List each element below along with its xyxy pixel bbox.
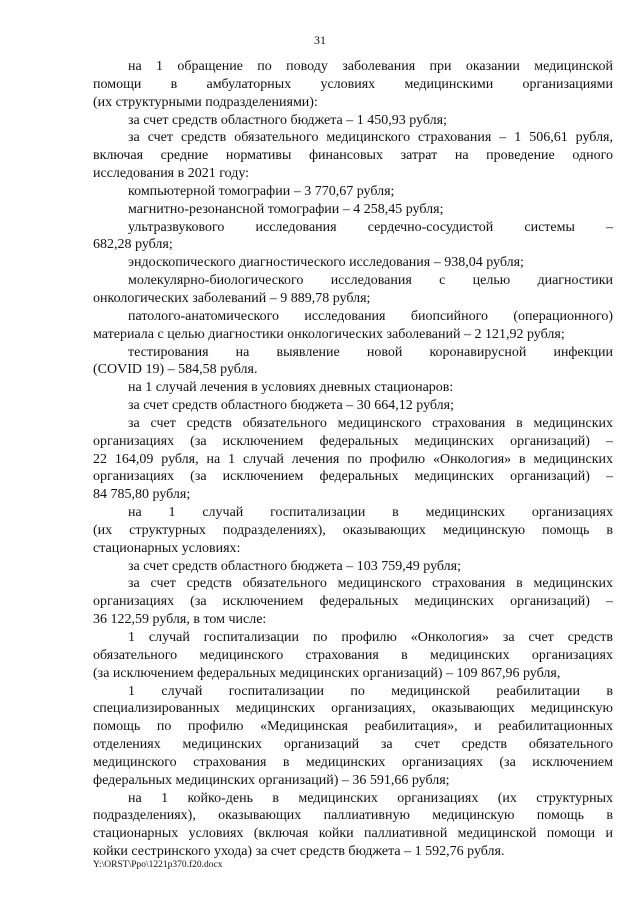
text-line: молекулярно-биологического исследования с целью диагностики <box>128 273 613 289</box>
text-line: 22 164,09 рубля, на 1 случай лечения по профилю «Онкология» в медицинских <box>93 451 613 467</box>
text-line: онкологических заболеваний – 9 889,78 рубля; <box>93 290 371 306</box>
footer-file-path: Y:\ORST\Ppo\1221p370.f20.docx <box>93 860 223 870</box>
text-line: организациях (за исключением федеральных медицинских организаций) – <box>93 433 613 449</box>
text-line: за счет средств обязательного медицинского страхования в медицинских <box>128 415 613 431</box>
text-line: специализированных медицинских организациях, оказывающих медицинскую <box>93 701 613 717</box>
document-body <box>93 58 613 861</box>
text-line: за счет средств областного бюджета – 30 664,12 рубля; <box>128 398 454 414</box>
text-line: патолого-анатомического исследования биопсийного (операционного) <box>128 308 613 324</box>
text-line: (COVID 19) – 584,58 рубля. <box>93 362 258 378</box>
text-line: (их структурных подразделениях), оказывающих медицинскую помощь в <box>93 522 613 538</box>
text-line: стационарных условиях (включая койки паллиативной медицинской помощи и <box>93 826 613 842</box>
text-line: помощь по профилю «Медицинская реабилитация», и реабилитационных <box>93 719 613 735</box>
text-line: на 1 койко-день в медицинских организациях (их структурных <box>128 790 613 806</box>
text-line: 1 случай госпитализации по медицинской реабилитации в <box>128 683 613 699</box>
text-line: исследования в 2021 году: <box>93 166 250 182</box>
page-number: 31 <box>314 33 326 47</box>
text-line: обязательного медицинского страхования в медицинских организациях <box>93 647 613 663</box>
text-line: организациях (за исключением федеральных медицинских организаций) – <box>93 594 613 610</box>
text-line: включая средние нормативы финансовых затрат на проведение одного <box>93 148 613 164</box>
text-line: (их структурными подразделениями): <box>93 94 318 110</box>
text-line: за счет средств областного бюджета – 103 759,49 рубля; <box>128 558 461 574</box>
text-line: отделениях медицинских организаций за счет средств обязательного <box>93 737 613 753</box>
text-line: за счет средств областного бюджета – 1 450,93 рубля; <box>128 112 447 128</box>
text-line: стационарных условиях: <box>93 540 241 556</box>
text-line: эндоскопического диагностического исследования – 938,04 рубля; <box>128 255 524 271</box>
text-line: подразделениях), оказывающих паллиативную медицинскую помощь в <box>93 808 613 824</box>
text-line: на 1 обращение по поводу заболевания при оказании медицинской <box>128 59 613 74</box>
text-line: организациях (за исключением федеральных медицинских организаций) – <box>93 469 613 485</box>
text-line: федеральных медицинских организаций) – 36 591,66 рубля; <box>93 772 450 788</box>
text-line: 1 случай госпитализации по профилю «Онкология» за счет средств <box>128 630 613 645</box>
text-line: материала с целью диагностики онкологических заболеваний – 2 121,92 рубля; <box>93 326 565 342</box>
text-line: койки сестринского ухода) за счет средств бюджета – 1 592,76 рубля. <box>93 844 505 860</box>
text-line: 84 785,80 рубля; <box>93 487 191 503</box>
text-line: магнитно-резонансной томографии – 4 258,45 рубля; <box>128 201 444 217</box>
text-line: компьютерной томографии – 3 770,67 рубля; <box>128 183 395 199</box>
text-line: тестирования на выявление новой коронавирусной инфекции <box>128 344 613 360</box>
text-line: за счет средств обязательного медицинского страхования – 1 506,61 рубля, <box>128 130 613 146</box>
text-line: на 1 случай лечения в условиях дневных стационаров: <box>128 380 454 396</box>
text-line: 682,28 рубля; <box>93 237 173 253</box>
text-line: медицинского страхования в медицинских организациях (за исключением <box>93 754 613 770</box>
text-line: на 1 случай госпитализации в медицинских организациях <box>128 505 613 521</box>
text-line: 36 122,59 рубля, в том числе: <box>93 612 267 628</box>
text-line: (за исключением федеральных медицинских организаций) – 109 867,96 рубля, <box>93 665 561 681</box>
text-line: за счет средств обязательного медицинского страхования в медицинских <box>128 576 613 592</box>
text-line: помощи в амбулаторных условиях медицинскими организациями <box>93 76 613 92</box>
text-line: ультразвукового исследования сердечно-сосудистой системы – <box>128 219 613 235</box>
